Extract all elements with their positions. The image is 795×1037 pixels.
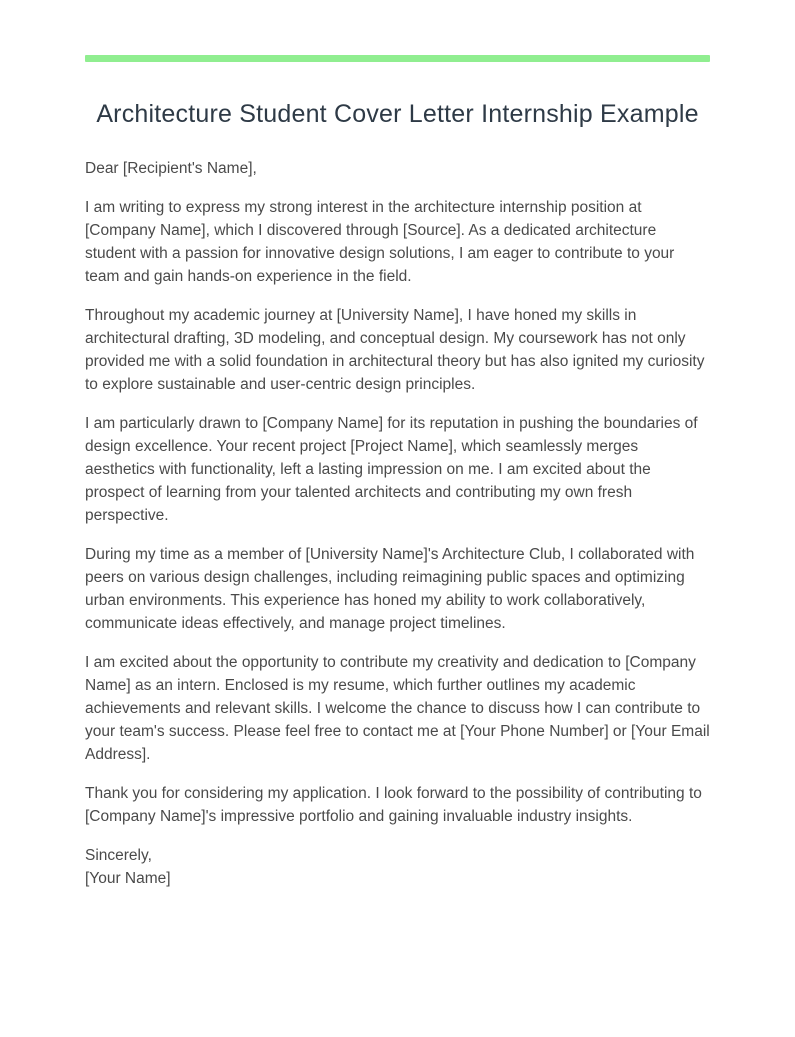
signature: [Your Name] <box>85 870 171 887</box>
letter-paragraph: I am excited about the opportunity to contribute my creativity and dedication to [Company Name] as an intern. Enclosed is my resume, which further outlines my academic achievements and relevant skills. I welcome the chance to discuss how I can contribute to your team's success. Please feel free to contact me at [Your Phone Number] or [Your Email Address]. <box>85 654 710 763</box>
accent-bar <box>85 55 710 62</box>
signature-block <box>85 844 710 890</box>
letter-content <box>85 0 710 890</box>
letter-paragraph: I am writing to express my strong interest in the architecture internship position at [Company Name], which I discovered through [Source]. As a dedicated architecture student with a passion for innovative design solutions, I am eager to contribute to your team and gain hands-on experience in the field. <box>85 199 675 285</box>
cover-letter-body <box>85 157 710 890</box>
closing: Sincerely, <box>85 847 152 864</box>
letter-paragraph: Throughout my academic journey at [University Name], I have honed my skills in architectural drafting, 3D modeling, and conceptual design. My coursework has not only provided me with a solid foundation in architectural theory but has also ignited my curiosity to explore sustainable and user-centric design principles. <box>85 307 705 393</box>
salutation: Dear [Recipient's Name], <box>85 160 257 177</box>
letter-paragraph: Thank you for considering my application. I look forward to the possibility of contributing to [Company Name]'s impressive portfolio and gaining invaluable industry insights. <box>85 785 702 825</box>
page-title: Architecture Student Cover Letter Internship Example <box>96 100 699 128</box>
letter-paragraph: During my time as a member of [University Name]'s Architecture Club, I collaborated with peers on various design challenges, including reimagining public spaces and optimizing urban environments. This experience has honed my ability to work collaboratively, communicate ideas effectively, and manage project timelines. <box>85 546 695 632</box>
letter-paragraph: I am particularly drawn to [Company Name] for its reputation in pushing the boundaries of design excellence. Your recent project [Project Name], which seamlessly merges aesthetics with functionality, left a lasting impression on me. I am excited about the prospect of learning from your talented architects and contributing my own fresh perspective. <box>85 415 698 524</box>
